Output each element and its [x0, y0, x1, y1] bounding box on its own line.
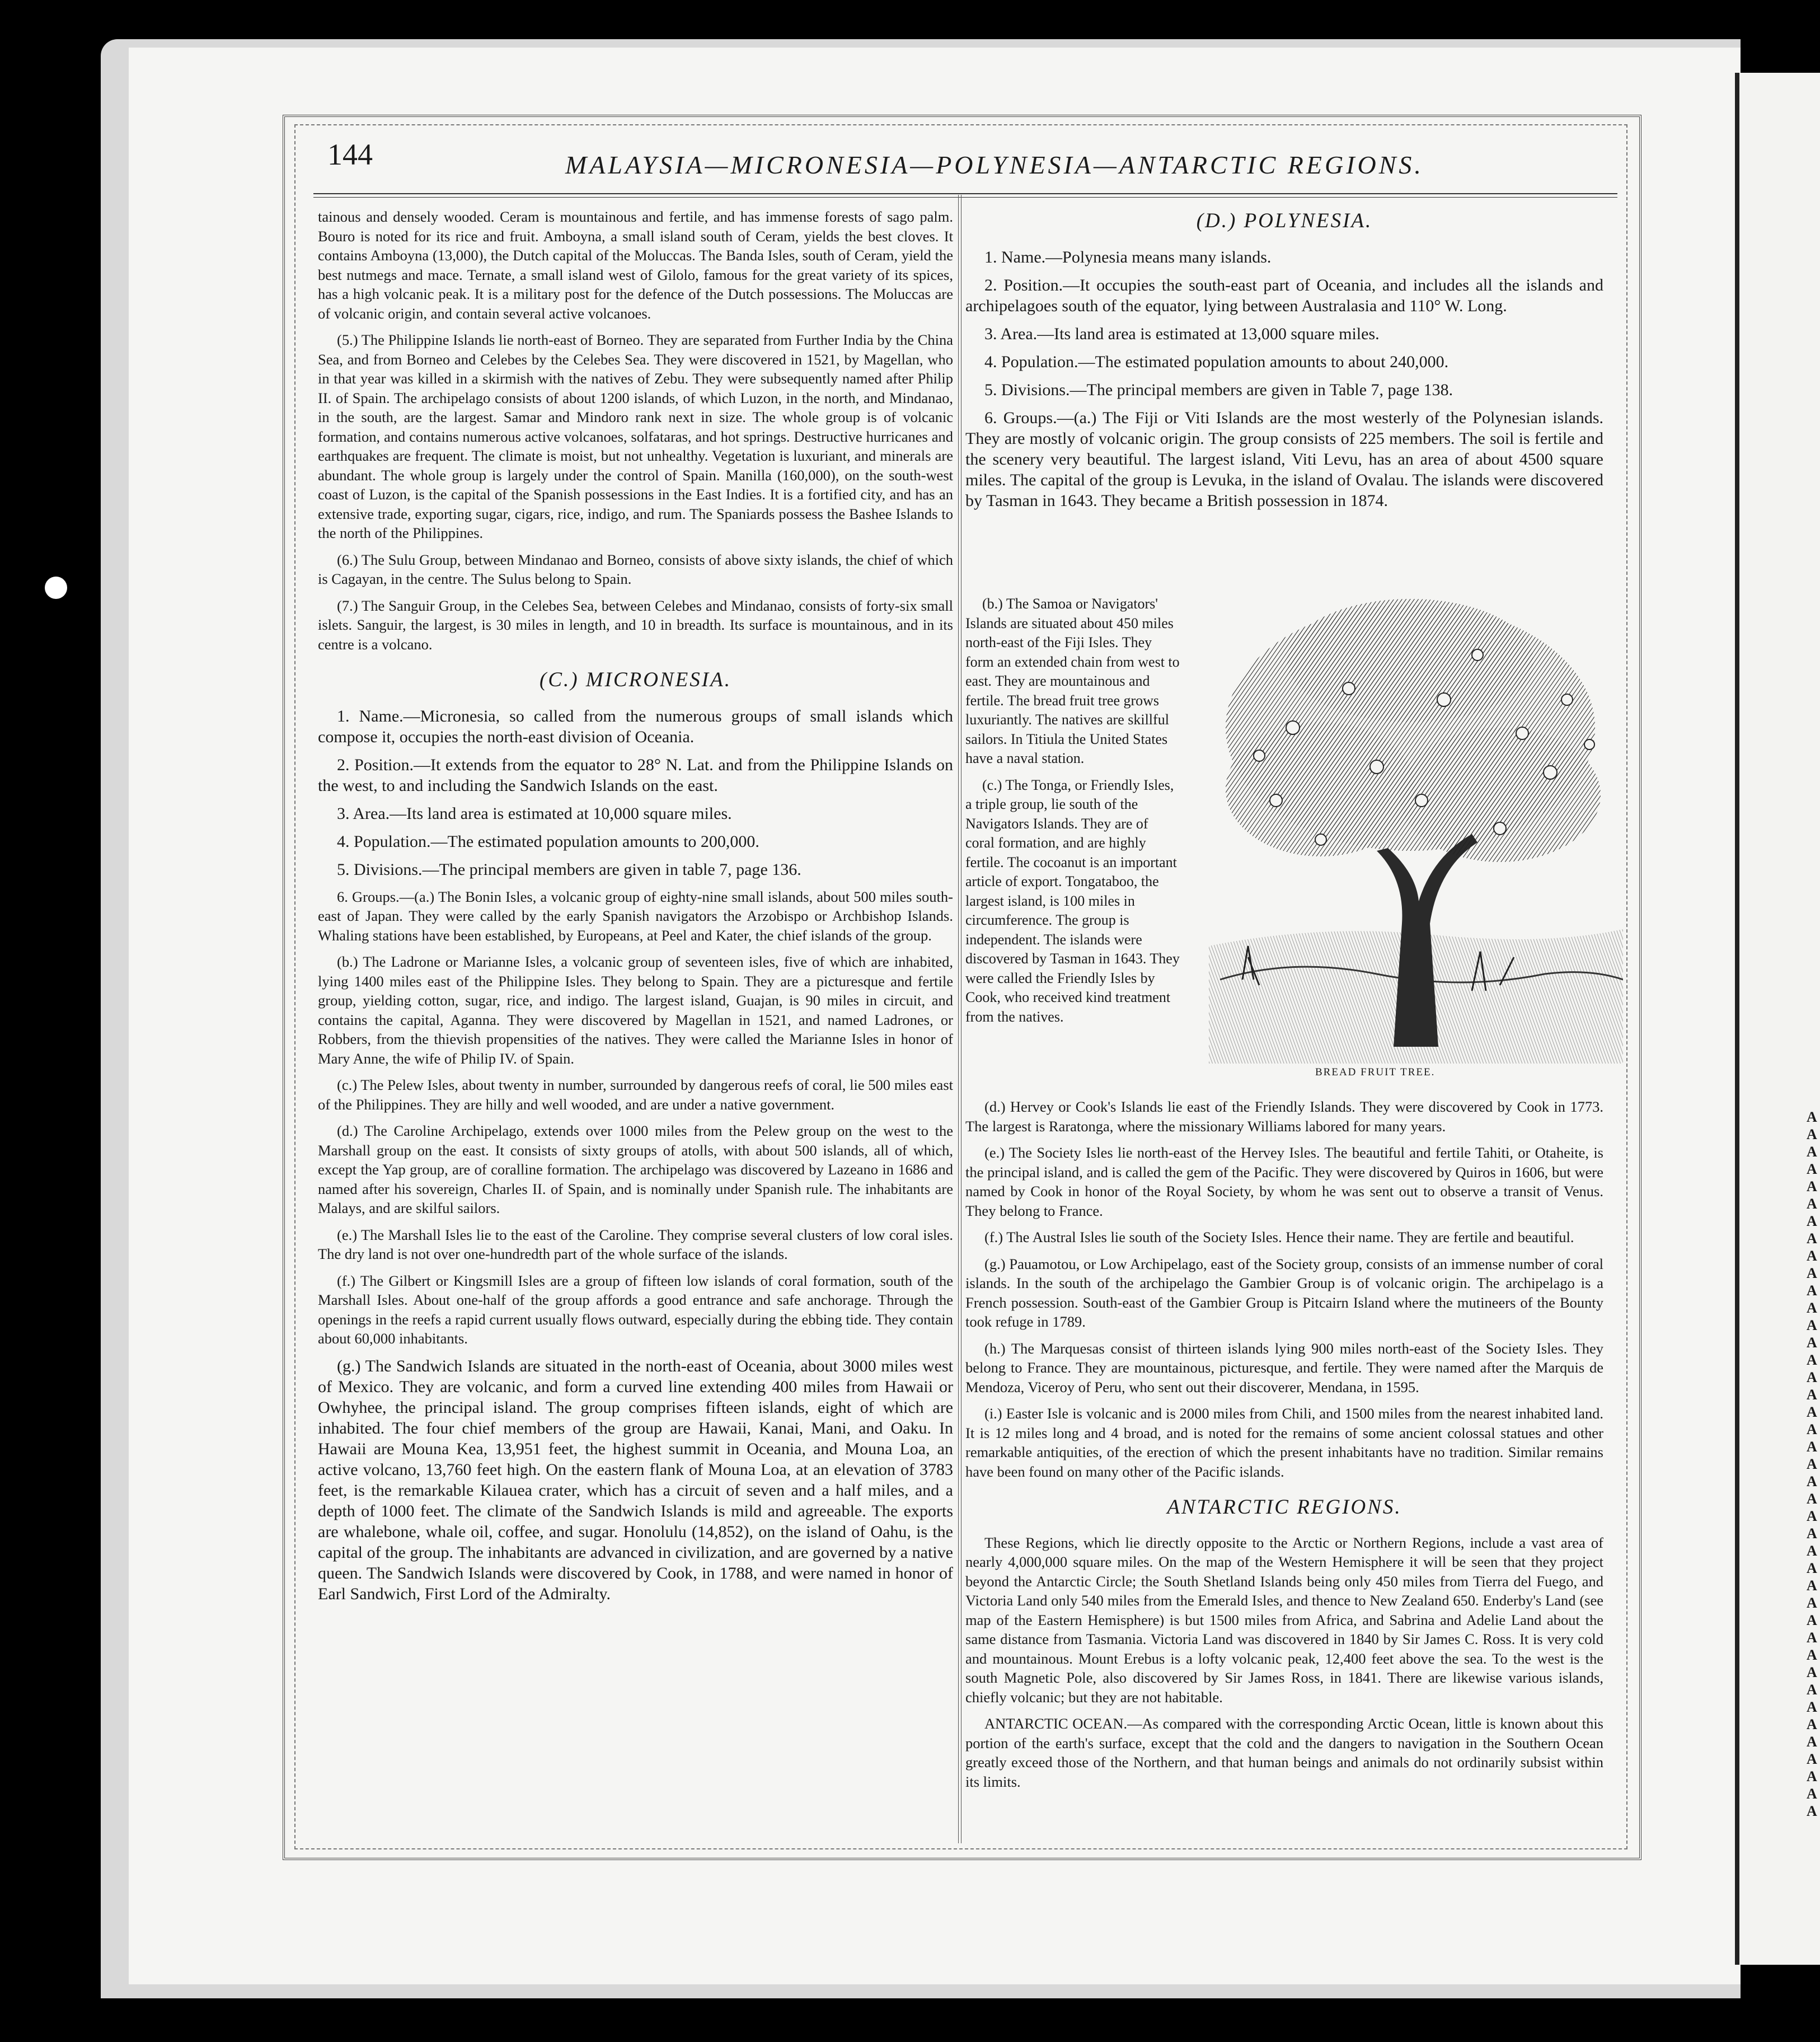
micronesia-population: 4. Population.—The estimated population amounts to 200,000.: [337, 832, 759, 851]
micronesia-area: 3. Area.—Its land area is estimated at 10,000 square miles.: [337, 804, 732, 823]
section-title-polynesia: (D.) POLYNESIA.: [1196, 209, 1373, 232]
polynesia-divisions: 5. Divisions.—The principal members are given in Table 7, page 138.: [984, 380, 1453, 399]
micronesia-divisions: 5. Divisions.—The principal members are given in table 7, page 136.: [337, 860, 801, 879]
antarctic-paragraph-1: These Regions, which lie directly opposite to the Arctic or Northern Regions, include a vast area of nearly 4,000,000 square miles. On the map of the Western Hemisphere it will be seen that they project beyond the Antarctic Circle; the South Shetland Islands being only 450 miles from Tierra del Fuego, and Victoria Land only 540 miles from the Emerald Isles, and thence to New Zealand 650. Enderby's Land (see map of the Eastern Hemisphere) is but 1500 miles from Africa, and Sabrina and Adelie Land about the same distance from Tasmania. Victoria Land was discovered in 1840 by Sir James C. Ross. It is very cold and mountainous. Mount Erebus is a lofty volcanic peak, 12,400 feet above the sea. To the west is the south Magnetic Pole, also discovered by Sir James Ross, in 1841. There are likewise various islands, chiefly volcanic; but they are not habitable.: [965, 1534, 1603, 1706]
micronesia-groups-e: (e.) The Marshall Isles lie to the east of the Caroline. They comprise several clusters of low coral isles. The dry land is not over one-hundredth part of the whole surface of the islands.: [318, 1226, 953, 1262]
micronesia-groups-d: (d.) The Caroline Archipelago, extends over 1000 miles from the Pelew group on the west to the Marshall group on the east. It consists of sixty groups of atolls, with about 500 islands, all of which, except the Yap group, are of coralline formation. The archipelago was discovered by Lazeano in 1686 and named after his sovereign, Charles II. of Spain, and is nominally under Spanish rule. The inhabitants are Malays, and are skilful sailors.: [318, 1122, 953, 1216]
micronesia-groups-f: (f.) The Gilbert or Kingsmill Isles are a group of fifteen low islands of coral formation, south of the Marshall Isles. About one-half of the group affords a good entrance and safe anchorage. Through the openings in the reefs a rapid current usually flows outward, especially during the ebbing tide. They contain about 60,000 inhabitants.: [318, 1272, 953, 1347]
polynesia-groups-b: (b.) The Samoa or Navigators' Islands are situated about 450 miles north-east of the Fiji Isles. They form an extended chain from west to east. They are mountainous and fertile. The bread fruit tree grows luxuriantly. The natives are skillful sailors. In Titiula the United States have a naval station.: [965, 596, 1180, 766]
micronesia-groups-a: 6. Groups.—(a.) The Bonin Isles, a volcanic group of eighty-nine small islands, about 500 miles south-east of Japan. They were called by the early Spanish navigators the Arzobispo or Archbishop Islands. Whaling stations have been established, by Europeans, at Peel and Kater, the chief islands of the group.: [318, 888, 953, 944]
paragraph-sanguir: (7.) The Sanguir Group, in the Celebes Sea, between Celebes and Mindanao, consists of forty-six small islets. Sanguir, the largest, is 30 miles in length, and 10 in breadth. Its surface is mountainous, and in its centre is a volcano.: [318, 597, 953, 653]
polynesia-position: 2. Position.—It occupies the south-east part of Oceania, and includes all the islands and archipelagoes south of the equator, lying between Australasia and 110° W. Long.: [965, 275, 1603, 315]
polynesia-groups-i: (i.) Easter Isle is volcanic and is 2000 miles from Chili, and 1500 miles from the nearest inhabited land. It is 12 miles long and 4 broad, and is noted for the remains of some ancient colossal statues and other remarkable antiquities, of the erection of which the present inhabitants have no tradition. Similar remains have been found on many other of the Pacific islands.: [965, 1405, 1603, 1480]
adjacent-page-letters: AAAAAAAAAAAAAAAAAAAAAAAAAAAAAAAAAAAAAAAAA: [1807, 1109, 1817, 1819]
page-number: 144: [327, 138, 373, 171]
polynesia-area: 3. Area.—Its land area is estimated at 13,000 square miles.: [984, 324, 1380, 343]
paragraph-philippines: (5.) The Philippine Islands lie north-east of Borneo. They are separated from Further India by the China Sea, and from Borneo and Celebes by the Celebes Sea. They were discovered in 1521, by Magellan, who in that year was killed in a skirmish with the natives of Zebu. They were subsequently named after Philip II. of Spain. The archipelago consists of about 1200 islands, of which Luzon, in the north, and Mindanao, in the south, are the largest. Samar and Mindoro rank next in size. The whole group is of volcanic formation, and contains numerous active volcanoes, solfataras, and hot springs. Destructive hurricanes and earthquakes are frequent. The climate is moist, but not unhealthy. Vegetation is luxuriant, and minerals are abundant. The whole group is largely under the control of Spain. Manilla (160,000), on the south-west coast of Luzon, is the capital of the Spanish possessions in the East Indies. It is a fortified city, and has an extensive trade, exporting sugar, cigars, rice, indigo, and rum. The Spaniards possess the Bashee Islands to the north of the Philippines.: [318, 331, 953, 541]
running-title: MALAYSIA—MICRONESIA—POLYNESIA—ANTARCTIC REGIONS.: [565, 151, 1424, 179]
paragraph-sulu: (6.) The Sulu Group, between Mindanao and Borneo, consists of above sixty islands, the chief of which is Cagayan, in the centre. The Sulus belong to Spain.: [318, 551, 953, 587]
column-divider: [958, 195, 961, 1843]
scan-artifact: [45, 577, 67, 599]
micronesia-position: 2. Position.—It extends from the equator to 28° N. Lat. and from the Philippine Islands on the west, to and including the Sandwich Islands on the east.: [318, 755, 953, 795]
micronesia-groups-b: (b.) The Ladrone or Marianne Isles, a volcanic group of seventeen isles, five of which are inhabited, lying 1400 miles east of the Philippine Isles. They belong to Spain. They are a picturesque and fertile group, yielding cotton, sugar, rice, and indigo. The largest island, Guajan, is 90 miles in circuit, and contains the capital, Aganna. They were discovered by Magellan in 1521, and named Ladrones, or Robbers, from the thievish propensities of the natives. They were called the Marianne Isles in honor of Mary Anne, the wife of Philip IV. of Spain.: [318, 953, 953, 1067]
micronesia-groups-c: (c.) The Pelew Isles, about twenty in number, surrounded by dangerous reefs of coral, lie 500 miles east of the Philippines. They are hilly and well wooded, and are under a native government.: [318, 1076, 953, 1113]
antarctic-paragraph-2: ANTARCTIC OCEAN.—As compared with the corresponding Arctic Ocean, little is known about this portion of the earth's surface, except that the cold and the dangers to navigation in the Southern Ocean greatly exceed those of the Northern, and that human beings and animals do not ordinarily subsist within its limits.: [965, 1715, 1603, 1790]
samoa-tonga-block: [965, 594, 1181, 1034]
polynesia-groups-h: (h.) The Marquesas consist of thirteen islands lying 900 miles north-east of the Society Isles. They belong to France. They are mountainous, picturesque, and fertile. They were named after the Marquis de Mendoza, Viceroy of Peru, who sent out their discoverer, Mendana, in 1595.: [965, 1340, 1603, 1395]
left-column: [318, 207, 953, 1612]
section-title-antarctic: ANTARCTIC REGIONS.: [1167, 1496, 1402, 1519]
paragraph-moluccas: tainous and densely wooded. Ceram is mountainous and fertile, and has immense forests of sago palm. Bouro is noted for its rice and fruit. Amboyna, a small island south of Ceram, yields the best cloves. It contains Amboyna (13,000), the Dutch capital of the Moluccas. The Banda Isles, south of Ceram, yield the best nutmegs and mace. Ternate, a small island west of Gilolo, famous for the great variety of its spices, has a high volcanic peak. It is a military post for the defence of the Dutch possessions. The Moluccas are of volcanic origin, and contain several active volcanoes.: [318, 208, 953, 322]
header-rule: [313, 193, 1617, 198]
polynesia-groups-f: (f.) The Austral Isles lie south of the Society Isles. Hence their name. They are fertile and beautiful.: [984, 1229, 1574, 1245]
polynesia-population: 4. Population.—The estimated population amounts to about 240,000.: [984, 352, 1449, 371]
polynesia-groups-e: (e.) The Society Isles lie north-east of the Hervey Isles. The beautiful and fertile Tahiti, or Otaheite, is the principal island, and is called the gem of the Pacific. They were discovered by Quiros in 1606, but were named by Cook in honor of the Royal Society, by whom he was sent out to observe a transit of Venus. They belong to France.: [965, 1144, 1603, 1219]
right-column-bottom: [965, 1097, 1603, 1799]
polynesia-groups-d: (d.) Hervey or Cook's Islands lie east of the Friendly Islands. They were discovered by Cook in 1773. The largest is Raratonga, where the missionary Williams labored for many years.: [965, 1098, 1603, 1135]
polynesia-groups-c: (c.) The Tonga, or Friendly Isles, a triple group, lie south of the Navigators Islands. They are of coral formation, and are highly fertile. The cocoanut is an important article of export. Tongataboo, the largest island, is 100 miles in circumference. The group is independent. The islands were discovered by Tasman in 1643. They were called the Friendly Isles by Cook, who received kind treatment from the natives.: [965, 776, 1180, 1025]
micronesia-name: 1. Name.—Micronesia, so called from the numerous groups of small islands which compose it, occupies the north-east division of Oceania.: [318, 706, 953, 746]
bread-fruit-tree-illustration: [1209, 588, 1623, 1064]
tree-engraving: [1209, 588, 1623, 1064]
section-title-micronesia: (C.) MICRONESIA.: [540, 668, 731, 691]
right-column-top: [965, 207, 1603, 518]
polynesia-groups-a: 6. Groups.—(a.) The Fiji or Viti Islands are the most westerly of the Polynesian islands. They are mostly of volcanic origin. The group consists of 225 members. The soil is fertile and the scenery very beautiful. The largest island, Viti Levu, has an area of about 4500 square miles. The capital of the group is Levuka, in the island of Ovalau. The islands were discovered by Tasman in 1643. They became a British possession in 1874.: [965, 408, 1603, 510]
polynesia-name: 1. Name.—Polynesia means many islands.: [984, 247, 1272, 266]
figure-caption: BREAD FRUIT TREE.: [1315, 1066, 1436, 1078]
micronesia-groups-g: (g.) The Sandwich Islands are situated in the north-east of Oceania, about 3000 miles west of Mexico. They are volcanic, and form a curved line extending 400 miles from Hawaii or Owhyhee, the principal island. The group comprises fifteen islands, eight of which are inhabited. The four chief members of the group are Hawaii, Kanai, Mani, and Oaku. In Hawaii are Mouna Kea, 13,951 feet, the highest summit in Oceania, and Mouna Loa, an active volcano, 13,760 feet high. On the eastern flank of Mouna Loa, at an elevation of 3783 feet, is the remarkable Kilauea crater, which has a circuit of seven and a half miles, and a depth of 1000 feet. The climate of the Sandwich Islands is mild and agreeable. The exports are whalebone, whale oil, coffee, and sugar. Honolulu (14,852), on the island of Oahu, is the capital of the group. The inhabitants are advanced in civilization, and are governed by a native queen. The Sandwich Islands were discovered by Cook, in 1788, and were named in honor of Earl Sandwich, First Lord of the Admiralty.: [318, 1356, 953, 1603]
polynesia-groups-g: (g.) Pauamotou, or Low Archipelago, east of the Society group, consists of an immense number of coral islands. In the south of the archipelago the Gambier Group is of volcanic origin. The archipelago is a French possession. South-east of the Gambier Group is Pitcairn Island where the mutineers of the Bounty took refuge in 1789.: [965, 1255, 1603, 1330]
